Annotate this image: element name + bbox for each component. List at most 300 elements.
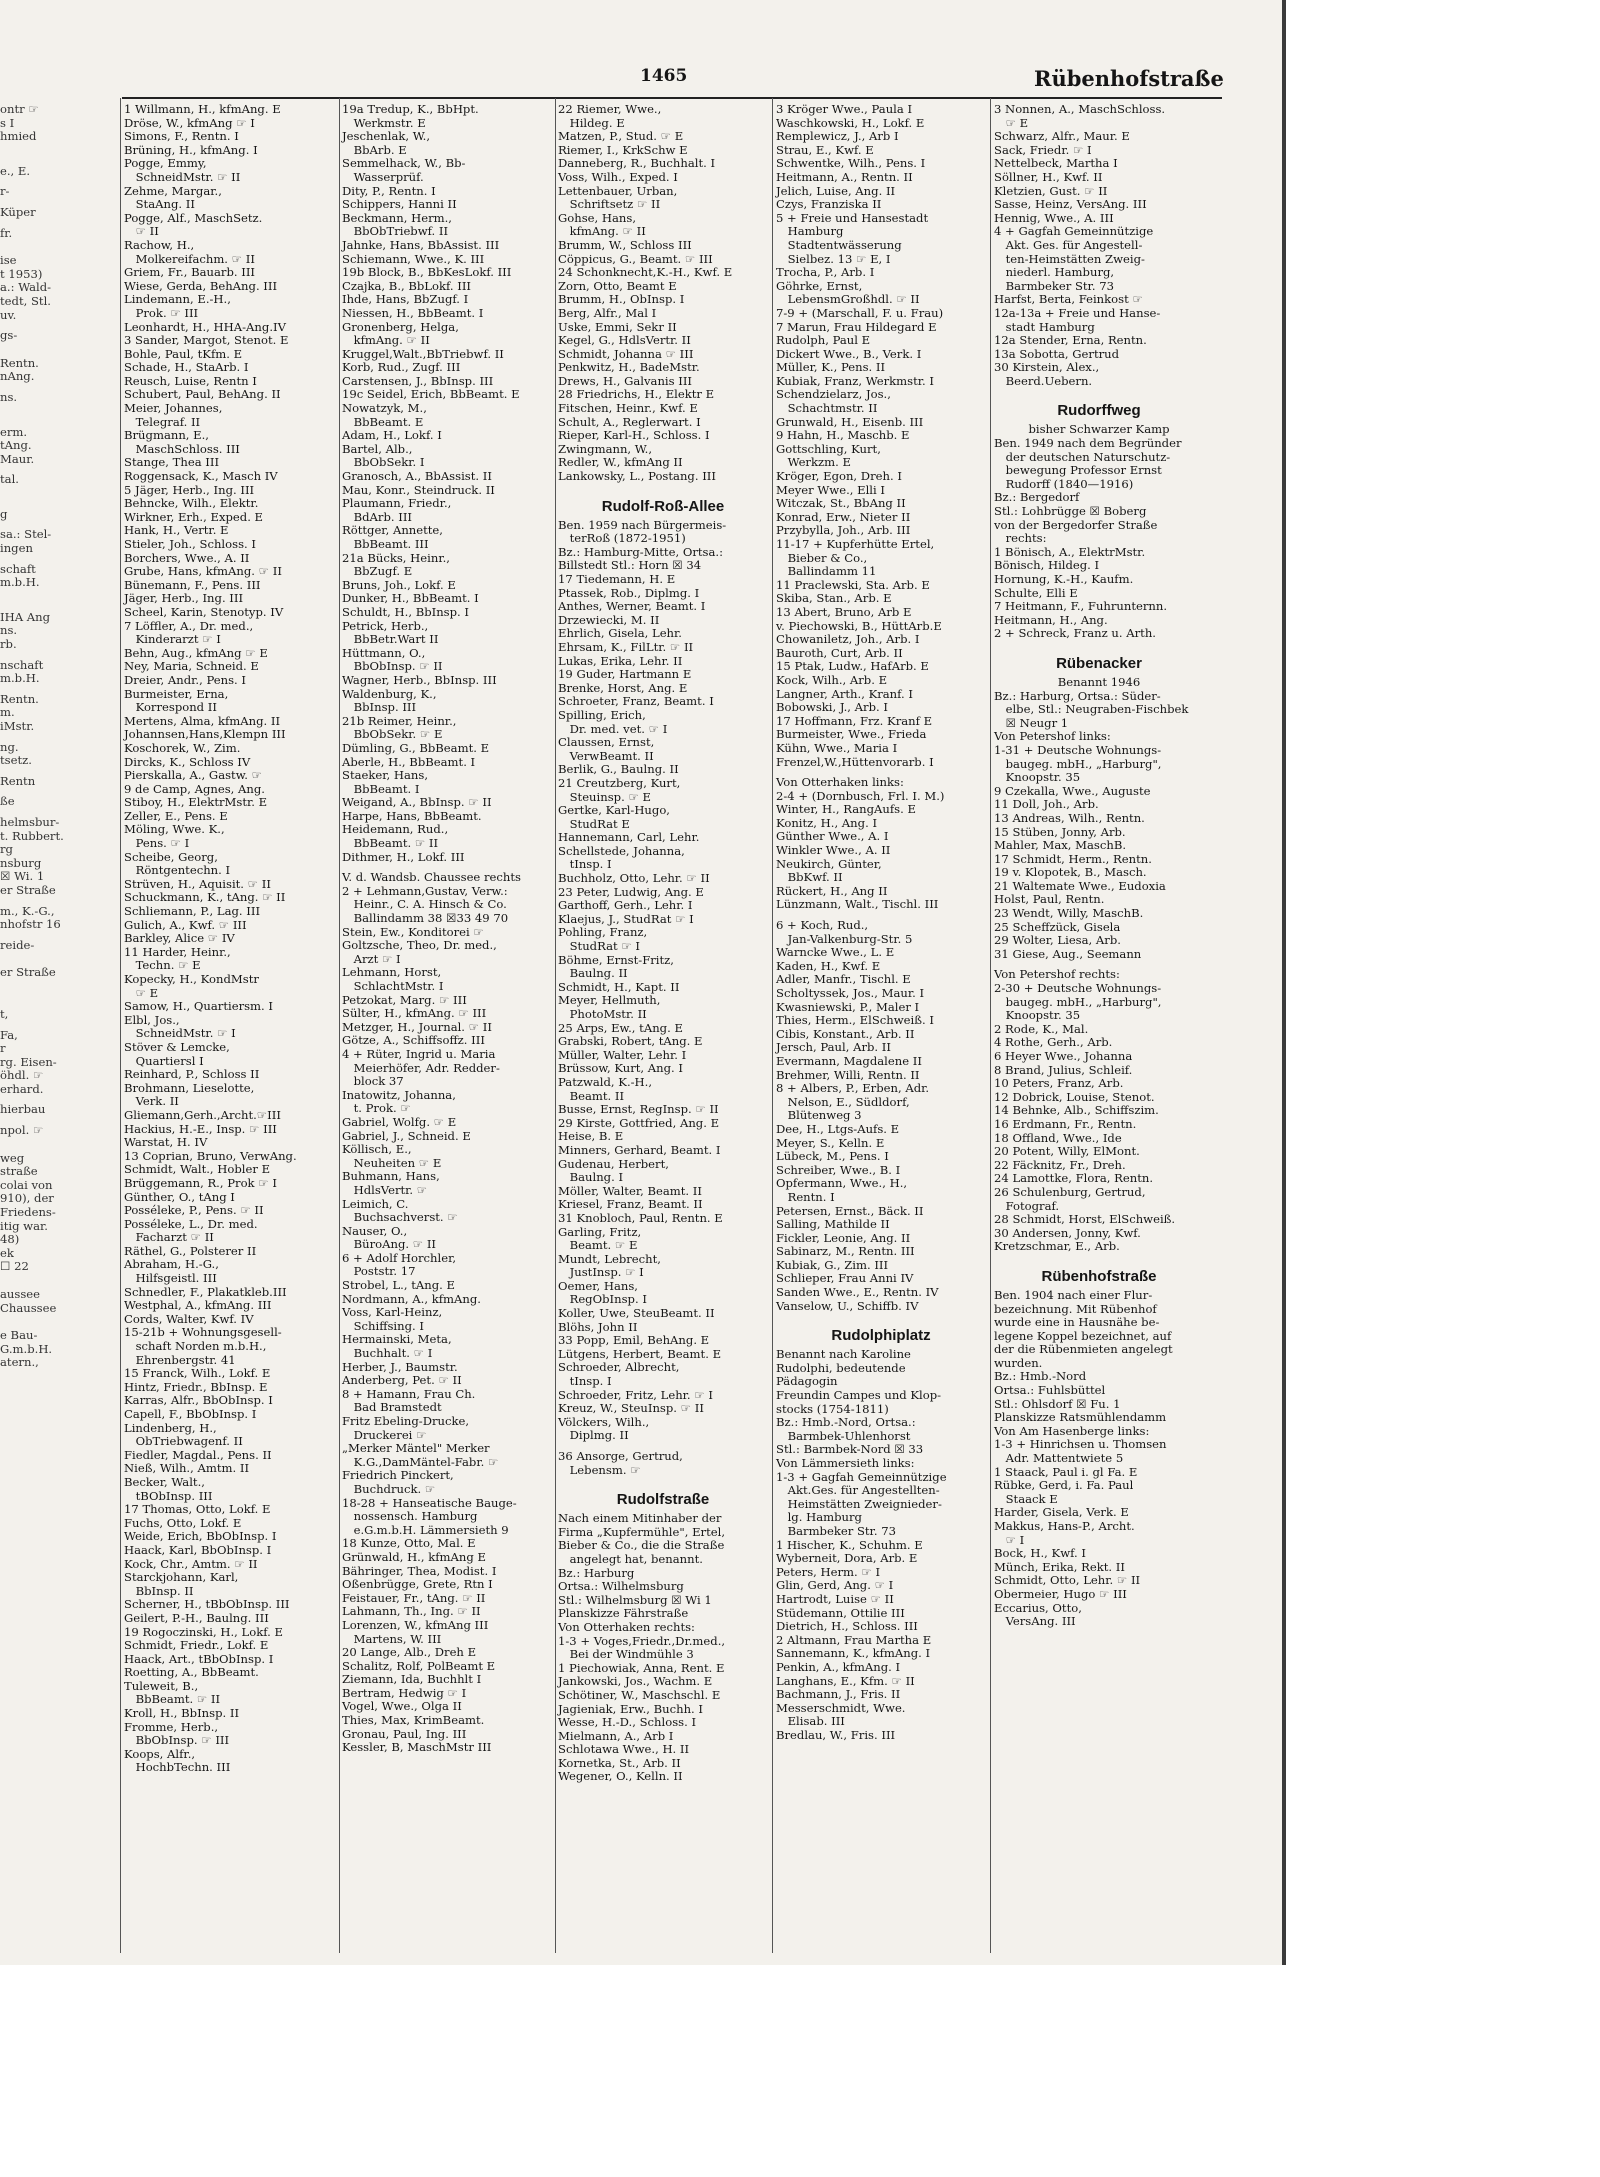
entry-line: Pierskalla, A., Gastw. ☞ (124, 768, 263, 783)
entry-line: 11-17 + Kupferhütte Ertel, (776, 537, 935, 551)
entry-line: weg (0, 1150, 25, 1165)
entry-line: Dee, H., Ltgs-Aufs. E (776, 1121, 900, 1136)
entry-line: Scholtyssek, Jos., Maur. I (776, 986, 925, 1000)
entry-line: Verk. II (124, 1094, 179, 1109)
entry-line: Kock, Chr., Amtm. ☞ II (124, 1556, 258, 1571)
entry-line: 15 Franck, Wilh., Lokf. E (124, 1366, 271, 1381)
entry-line: angelegt hat, benannt. (558, 1551, 703, 1566)
entry-line: VersAng. III (994, 1614, 1076, 1629)
entry-line: Scheel, Karin, Stenotyp. IV (124, 604, 284, 619)
entry-line: 17 Tiedemann, H. E (558, 572, 676, 586)
entry-line: Ben. 1904 nach einer Flur- (994, 1287, 1153, 1302)
entry-line: Cords, Walter, Kwf. IV (124, 1311, 254, 1326)
entry-line: Langhans, E., Kfm. ☞ II (776, 1673, 915, 1688)
entry-line: Lukas, Erika, Lehr. II (558, 653, 683, 668)
entry-line: Grünwald, H., kfmAng E (342, 1549, 486, 1564)
entry-line: Schroeder, Albrecht, (558, 1360, 680, 1375)
entry-line: BbObSekr. ☞ E (342, 727, 443, 742)
entry-line: 26 Schulenburg, Gertrud, (994, 1184, 1146, 1199)
entry-line: Druckerei ☞ (342, 1427, 427, 1442)
entry-line: Wesse, H.-D., Schloss. I (558, 1715, 697, 1730)
entry-line: BbBeamt. E (342, 414, 424, 429)
entry-line: Schellstede, Johanna, (558, 843, 685, 858)
entry-line: Barmbeker Str. 73 (994, 278, 1114, 293)
entry-line: 24 Schonknecht,K.-H., Kwf. E (558, 265, 733, 280)
entry-line: Schroeder, Fritz, Lehr. ☞ I (558, 1387, 713, 1402)
entry-line: ns. (0, 389, 18, 404)
entry-line: Dickert Wwe., B., Verk. I (776, 346, 922, 361)
entry-line: Pädagogin (776, 1374, 838, 1389)
entry-line: BbBeamt. ☞ II (342, 836, 439, 851)
entry-line: Peters, Herm. ☞ I (776, 1564, 881, 1579)
entry-line: Schuldt, H., BbInsp. I (342, 604, 470, 619)
entry-line: Telegraf. II (124, 414, 201, 429)
spacer (994, 641, 1204, 648)
street-heading: Rübenhofstraße (1041, 1267, 1157, 1285)
entry-line: Brügmann, E., (124, 428, 209, 443)
entry-line: Minners, Gerhard, Beamt. I (558, 1142, 721, 1157)
entry-line: Czys, Franziska II (776, 197, 882, 212)
entry-line: uv. (0, 307, 17, 322)
entry-line: Behn, Aug., kfmAng ☞ E (124, 645, 268, 660)
entry-line: von der Bergedorfer Straße (994, 517, 1158, 532)
entry-line: Vanselow, U., Schiffb. IV (776, 1298, 919, 1313)
entry-line: 19 Guder, Hartmann E (558, 667, 692, 682)
entry-line: Blütenweg 3 (776, 1108, 862, 1123)
entry-line: Rentn. I (776, 1189, 835, 1204)
entry-line: Buchsachverst. ☞ (342, 1210, 458, 1225)
entry-line: Kubiak, Franz, Werkmstr. I (776, 373, 934, 388)
entry-line: 16 Erdmann, Fr., Rentn. (994, 1116, 1137, 1131)
entry-line: Herber, J., Baumstr. (342, 1359, 458, 1374)
entry-line: Konitz, H., Ang. I (776, 815, 878, 830)
entry-line: Scheibe, Georg, (124, 849, 218, 864)
entry-line: nossensch. Hamburg (342, 1509, 478, 1524)
spacer (0, 590, 56, 597)
entry-line: 13 Andreas, Wilh., Rentn. (994, 810, 1145, 825)
entry-line: Witczak, St., BbAng II (776, 496, 906, 511)
spacer (558, 484, 768, 491)
entry-line: 19a Tredup, K., BbHpt. (342, 102, 479, 116)
entry-line: Bobowski, J., Arb. I (776, 700, 888, 715)
entry-line: StudRat ☞ I (558, 939, 640, 954)
entry-line: Bz.: Hmb.-Nord, Ortsa.: (776, 1415, 916, 1430)
entry-line: Bz.: Harburg, Ortsa.: Süder- (994, 688, 1161, 703)
spacer (558, 1477, 768, 1484)
entry-line: Schalitz, Rolf, PolBeamt E (342, 1658, 496, 1673)
street-heading: Rudolf-Roß-Allee (601, 497, 725, 515)
entry-line: Schubert, Paul, BehAng. II (124, 387, 281, 402)
entry-line: Lebensm. ☞ (558, 1462, 641, 1477)
entry-line: Röntgentechn. I (124, 863, 231, 878)
entry-line: rechts: (994, 531, 1047, 546)
spacer (0, 1274, 56, 1281)
entry-line: Wasserprüf. (342, 169, 424, 184)
entry-line: Ehrenbergstr. 41 (124, 1352, 236, 1367)
entry-line: Kreuz, W., SteuInsp. ☞ II (558, 1401, 704, 1416)
entry-line: 17 Hoffmann, Frz. Kranf E (776, 713, 933, 728)
entry-line: Gohse, Hans, (558, 210, 637, 225)
spacer (0, 952, 56, 959)
entry-line: Goltzsche, Theo, Dr. med., (342, 938, 497, 953)
entry-line: BbBetr.Wart II (342, 632, 439, 647)
entry-line: K.G.,DamMäntel-Fabr. ☞ (342, 1454, 499, 1469)
entry-line: Remplewicz, J., Arb I (776, 129, 899, 144)
entry-line: Billstedt Stl.: Horn ☒ 34 (558, 558, 702, 573)
entry-line: Meyer Wwe., Elli I (776, 482, 885, 497)
entry-line: Sanden Wwe., E., Rentn. IV (776, 1285, 939, 1300)
entry-line: Dity, P., Rentn. I (342, 183, 436, 198)
entry-line: Bünemann, F., Pens. III (124, 577, 261, 592)
entry-line: Niessen, H., BbBeamt. I (342, 305, 484, 320)
entry-line: G.m.b.H. (0, 1341, 53, 1356)
entry-line: r- (0, 184, 10, 199)
entry-line: Hilfsgeistl. III (124, 1271, 217, 1286)
entry-line: Gronau, Paul, Ing. III (342, 1726, 467, 1741)
entry-line: bisher Schwarzer Kamp (1028, 422, 1170, 437)
entry-line: Kruggel,Walt.,BbTriebwf. II (342, 346, 504, 361)
entry-line: Möling, Wwe. K., (124, 822, 225, 837)
entry-line: Kretzschmar, E., Arb. (994, 1239, 1120, 1254)
entry-line: Planskizze Ratsmühlendamm (994, 1410, 1167, 1425)
entry-line: Benannt 1946 (1057, 674, 1141, 689)
running-head: Rübenhofstraße (1034, 66, 1224, 91)
entry-line: wurden. (994, 1355, 1043, 1370)
entry-line: Weigand, A., BbInsp. ☞ II (342, 795, 492, 810)
street-heading: Rübenacker (1056, 654, 1142, 672)
entry-line: Rachow, H., (124, 237, 195, 252)
entry-line: Hermainski, Meta, (342, 1332, 452, 1347)
entry-line: Ben. 1959 nach Bürgermeis- (558, 517, 727, 532)
entry-line: Söllner, H., Kwf. II (994, 169, 1103, 184)
entry-line: Makkus, Hans-P., Archt. (994, 1519, 1135, 1533)
entry-line: BbInsp. III (342, 700, 417, 715)
entry-line: Günther, O., tAng I (124, 1189, 235, 1204)
entry-line: Dreier, Andr., Pens. I (124, 672, 246, 687)
entry-line: Brüggemann, R., Prok ☞ I (124, 1175, 277, 1190)
entry-line: ☒ Wi. 1 (0, 869, 45, 884)
entry-line: Rudolphi, bedeutende (776, 1360, 906, 1375)
entry-line: Von Petershof links: (994, 729, 1111, 744)
entry-line: ek (0, 1245, 14, 1260)
entry-line: 12a Stender, Erna, Rentn. (994, 333, 1147, 348)
entry-line: Koller, Uwe, SteuBeamt. II (558, 1306, 715, 1321)
entry-line: Haack, Art., tBbObInsp. I (124, 1651, 274, 1666)
entry-line: itig war. (0, 1218, 48, 1233)
street-heading: Rudorffweg (1057, 402, 1141, 420)
entry-line: tInsp. I (558, 857, 612, 872)
entry-line: 18-28 + Hanseatische Bauge- (342, 1495, 517, 1510)
entry-line: Planskizze Fährstraße (558, 1606, 689, 1621)
entry-line: Kaden, H., Kwf. E (776, 958, 881, 973)
entry-line: Sasse, Heinz, VersAng. III (994, 197, 1147, 212)
entry-line: Pohling, Franz, (558, 925, 648, 940)
entry-line: Fuchs, Otto, Lokf. E (124, 1515, 242, 1530)
entry-line: kfmAng. ☞ II (342, 333, 430, 348)
spacer (0, 494, 56, 501)
entry-line: 29 Kirste, Gottfried, Ang. E (558, 1115, 720, 1130)
entry-line: rg (0, 842, 13, 857)
entry-line: Gudenau, Herbert, (558, 1156, 669, 1171)
entry-line: Samow, H., Quartiersm. I (124, 999, 274, 1014)
entry-line: Werkzm. E (776, 455, 851, 470)
entry-line: Schriftsetz ☞ II (558, 197, 661, 212)
entry-line: Kriesel, Franz, Beamt. II (558, 1197, 703, 1212)
entry-line: Fotograf. (994, 1198, 1060, 1213)
entry-line: 4 + Gagfah Gemeinnützige (994, 224, 1154, 239)
entry-line: Lindemann, E.-H., (124, 292, 231, 307)
entry-line: Rückert, H., Ang II (776, 883, 888, 898)
entry-line: Arzt ☞ I (342, 951, 401, 966)
entry-line: Bönisch, Hildeg. I (994, 558, 1100, 573)
entry-line: HdlsVertr. ☞ (342, 1182, 428, 1197)
entry-line: 28 Schmidt, Horst, ElSchweiß. (994, 1212, 1176, 1227)
entry-line: Poststr. 17 (342, 1264, 416, 1279)
entry-line: Redler, W., kfmAng II (558, 455, 683, 470)
entry-line: BbZugf. E (342, 564, 413, 579)
entry-line: Quartiersl I (124, 1053, 204, 1068)
entry-line: 8 + Albers, P., Erben, Adr. (776, 1081, 930, 1096)
entry-line: Hornung, K.-H., Kaufm. (994, 572, 1134, 586)
entry-line: Schlieper, Frau Anni IV (776, 1271, 914, 1286)
entry-line: Schade, H., StaArb. I (124, 360, 249, 375)
entry-line: Sielbez. 13 ☞ E, I (776, 251, 891, 266)
entry-line: 31 Knobloch, Paul, Rentn. E (558, 1210, 723, 1225)
entry-line: Karras, Alfr., BbObInsp. I (124, 1393, 273, 1408)
entry-line: 7 Marun, Frau Hildegard E (776, 319, 937, 334)
entry-line: BbObSekr. I (342, 455, 425, 470)
entry-line: Beckmann, Herm., (342, 210, 452, 225)
column-divider (555, 98, 556, 1953)
entry-line: Ehrlich, Gisela, Lehr. (558, 626, 682, 641)
entry-line: Nieß, Wilh., Amtm. II (124, 1461, 250, 1476)
entry-line: Diplmg. II (558, 1428, 629, 1443)
entry-line: Bock, H., Kwf. I (994, 1546, 1086, 1561)
entry-line: PhotoMstr. II (558, 1007, 647, 1021)
entry-line: Dietrich, H., Schloss. III (776, 1619, 918, 1634)
entry-line: Schmidt, Walt., Hobler E (124, 1162, 271, 1177)
entry-line: Garling, Fritz, (558, 1224, 642, 1239)
entry-line: Bähringer, Thea, Modist. I (342, 1563, 497, 1578)
entry-line: 1 Piechowiak, Anna, Rent. E (558, 1660, 725, 1675)
entry-line: Strau, E., Kwf. E (776, 142, 874, 157)
entry-line: Bruns, Joh., Lokf. E (342, 577, 456, 592)
entry-line: Müller, Walter, Lehr. I (558, 1047, 687, 1062)
entry-line: StudRat E (558, 816, 630, 831)
entry-line: schaft (0, 561, 36, 576)
entry-line: Dröse, W., kfmAng ☞ I (124, 115, 255, 130)
entry-line: Von Am Hasenberge links: (994, 1423, 1150, 1438)
entry-line: bewegung Professor Ernst (994, 463, 1162, 478)
entry-line: tedt, Stl. (0, 293, 51, 308)
entry-line: 2 + Schreck, Franz u. Arth. (994, 626, 1156, 641)
entry-line: Kock, Wilh., Arb. E (776, 672, 888, 687)
entry-line: Aberle, H., BbBeamt. I (342, 754, 476, 769)
entry-line: baugeg. mbH., „Harburg", (994, 994, 1162, 1009)
entry-line: ng. (0, 739, 19, 754)
entry-line: tBObInsp. III (124, 1488, 213, 1503)
entry-line: colai von (0, 1177, 53, 1192)
entry-line: Sack, Friedr. ☞ I (994, 142, 1092, 157)
entry-line: Holst, Paul, Rentn. (994, 892, 1105, 907)
entry-line: 7-9 + (Marschall, F. u. Frau) (776, 305, 944, 320)
entry-line: m.b.H. (0, 575, 40, 590)
entry-line: Ehrsam, K., FilLtr. ☞ II (558, 639, 694, 654)
entry-line: Rudorff (1840—1916) (994, 476, 1134, 491)
column-cut-left (0, 102, 64, 1953)
entry-line: 17 Thomas, Otto, Lokf. E (124, 1502, 271, 1517)
entry-line: Schiffsing. I (342, 1318, 424, 1333)
entry-line: t 1953) (0, 266, 43, 281)
entry-line: Schnedler, F., Plakatkleb.III (124, 1284, 287, 1299)
entry-line: Becker, Walt., (124, 1474, 205, 1489)
entry-line: Kwasniewski, P., Maler I (776, 999, 920, 1014)
entry-line: Lütgens, Herbert, Beamt. E (558, 1346, 722, 1361)
entry-line: 1-3 + Hinrichsen u. Thomsen (994, 1437, 1167, 1452)
entry-line: Obermeier, Hugo ☞ III (994, 1586, 1127, 1601)
entry-line: 11 Praclewski, Sta. Arb. E (776, 577, 930, 592)
spacer (994, 1254, 1204, 1261)
entry-line: Schmidt, Otto, Lehr. ☞ II (994, 1573, 1141, 1588)
page-edge (1282, 0, 1286, 1965)
entry-line: BbBeamt. ☞ II (124, 1692, 221, 1707)
entry-line: Mahler, Max, MaschB. (994, 838, 1127, 853)
entry-line: Griem, Fr., Bauarb. III (124, 265, 255, 280)
entry-line: t, (0, 1006, 9, 1021)
entry-line: Kegel, G., HdlsVertr. II (558, 333, 691, 348)
entry-line: g (0, 506, 8, 521)
entry-line: Eccarius, Otto, (994, 1600, 1082, 1615)
entry-line: 10 Peters, Franz, Arb. (994, 1076, 1124, 1091)
entry-line: Bz.: Bergedorf (994, 490, 1080, 505)
entry-line: Posséleke, P., Pens. ☞ II (124, 1203, 264, 1218)
entry-line: ße (0, 794, 15, 809)
entry-line: Müller, K., Pens. II (776, 360, 886, 375)
entry-line: Gulich, A., Kwf. ☞ III (124, 917, 247, 932)
entry-line: 23 Wendt, Willy, MaschB. (994, 906, 1144, 921)
entry-line: elbe, Stl.: Neugraben-Fischbek (994, 702, 1189, 717)
entry-line: Simons, F., Rentn. I (124, 129, 239, 144)
entry-line: Knoopstr. 35 (994, 770, 1081, 785)
entry-line: Rentn. (0, 355, 39, 370)
entry-line: ☞ I (994, 1532, 1025, 1547)
entry-line: Münch, Erika, Rekt. II (994, 1559, 1125, 1574)
entry-line: Spilling, Erich, (558, 707, 646, 722)
entry-line: 36 Ansorge, Gertrud, (558, 1449, 683, 1463)
entry-line: Waschkowski, H., Lokf. E (776, 115, 925, 130)
column-4 (776, 103, 986, 1953)
entry-line: Salling, Mathilde II (776, 1217, 890, 1232)
entry-line: Meierhöfer, Adr. Redder- (342, 1060, 500, 1075)
entry-line: Ney, Maria, Schneid. E (124, 659, 259, 674)
entry-line: m.b.H. (0, 671, 40, 686)
entry-line: Jeschenlak, W., (342, 129, 431, 144)
entry-line: „Merker Mäntel" Merker (342, 1441, 490, 1456)
entry-line: Rentn. (0, 691, 39, 706)
entry-line: Fickler, Leonie, Ang. II (776, 1230, 911, 1245)
entry-line: 15-21b + Wohnungsgesell- (124, 1325, 282, 1340)
entry-line: Leimich, C. (342, 1196, 409, 1211)
entry-line: Barkley, Alice ☞ IV (124, 931, 235, 946)
spacer (0, 343, 56, 350)
entry-line: 1 Hischer, K., Schuhm. E (776, 1537, 923, 1552)
entry-line: Mundt, Lebrecht, (558, 1251, 661, 1266)
entry-line: hmied (0, 129, 37, 144)
entry-line: Bieber & Co., (776, 550, 868, 565)
entry-line: Korb, Rud., Zugf. III (342, 360, 461, 375)
entry-line: Ihde, Hans, BbZugf. I (342, 292, 469, 307)
entry-line: Fromme, Herb., (124, 1719, 219, 1734)
entry-line: 14 Behnke, Alb., Schiffszim. (994, 1103, 1159, 1118)
entry-line: Brehmer, Willi, Rentn. II (776, 1067, 920, 1082)
entry-line: Heise, B. E (558, 1129, 624, 1144)
entry-line: Pogge, Alf., MaschSetz. (124, 210, 263, 225)
entry-line: 3 Nonnen, A., MaschSchloss. (994, 102, 1166, 116)
entry-line: Fitschen, Heinr., Kwf. E (558, 401, 698, 416)
entry-line: Nach einem Mitinhaber der (558, 1511, 722, 1526)
entry-line: BbKwf. II (776, 870, 843, 885)
entry-line: Czajka, B., BbLokf. III (342, 278, 472, 293)
spacer (0, 240, 56, 247)
entry-line: straße (0, 1164, 38, 1179)
entry-line: 4 Rothe, Gerh., Arb. (994, 1035, 1113, 1050)
entry-line: Vogel, Wwe., Olga II (342, 1699, 462, 1714)
entry-line: baugeg. mbH., „Harburg", (994, 756, 1162, 771)
entry-line: Strüven, H., Aquisit. ☞ II (124, 876, 271, 891)
entry-line: Westphal, A., kfmAng. III (124, 1298, 272, 1313)
entry-line: Röttger, Annette, (342, 523, 443, 538)
entry-line: Hank, H., Vertr. E (124, 523, 229, 538)
spacer (994, 388, 1204, 395)
entry-line: Wiese, Gerda, BehAng. III (124, 278, 278, 293)
entry-line: Burmeister, Wwe., Frieda (776, 727, 927, 742)
entry-line: Benannt nach Karoline (776, 1347, 911, 1362)
entry-line: Räthel, G., Polsterer II (124, 1243, 257, 1258)
entry-line: Drews, H., Galvanis III (558, 373, 693, 388)
entry-line: Glin, Gerd, Ang. ☞ I (776, 1578, 894, 1593)
entry-line: HochbTechn. III (124, 1760, 231, 1775)
entry-line: Schippers, Hanni II (342, 197, 457, 212)
entry-line: Petzokat, Marg. ☞ III (342, 992, 467, 1007)
entry-line: sa.: Stel- (0, 527, 52, 542)
entry-line: 22 Fäcknitz, Fr., Dreh. (994, 1157, 1126, 1172)
entry-line: Heitmann, A., Rentn. II (776, 169, 913, 184)
entry-line: Neuheiten ☞ E (342, 1155, 442, 1170)
entry-line: 12a-13a + Freie und Hanse- (994, 305, 1161, 320)
entry-line: BbArb. E (342, 142, 407, 157)
entry-line: Adr. Mattentwiete 5 (994, 1451, 1124, 1466)
entry-line: Granosch, A., BbAssist. II (342, 469, 492, 484)
entry-line: Schachtmstr. II (776, 401, 878, 416)
entry-line: tAng. (0, 438, 32, 453)
entry-line: Hildeg. E (558, 115, 625, 130)
entry-line: rg. Eisen- (0, 1054, 57, 1069)
entry-line: Messerschmidt, Wwe. (776, 1700, 906, 1715)
entry-line: Hamburg (776, 224, 844, 239)
entry-line: der die Rübenmieten angelegt (994, 1342, 1173, 1357)
entry-line: Staeker, Hans, (342, 768, 429, 783)
entry-line: 25 Arps, Ew., tAng. E (558, 1020, 683, 1035)
entry-line: Ballindamm 38 ☒33 49 70 (342, 911, 509, 926)
entry-line: 24 Lamottke, Flora, Rentn. (994, 1171, 1154, 1186)
entry-line: Blöhs, John II (558, 1319, 638, 1334)
entry-line: nhofstr 16 (0, 917, 61, 932)
entry-line: 15 Ptak, Ludw., HafArb. E (776, 659, 929, 674)
entry-line: Mielmann, A., Arb I (558, 1728, 674, 1743)
entry-line: Penkwitz, H., BadeMstr. (558, 360, 700, 375)
entry-line: Lünzmann, Walt., Tischl. III (776, 897, 939, 912)
entry-line: ingen (0, 541, 33, 556)
